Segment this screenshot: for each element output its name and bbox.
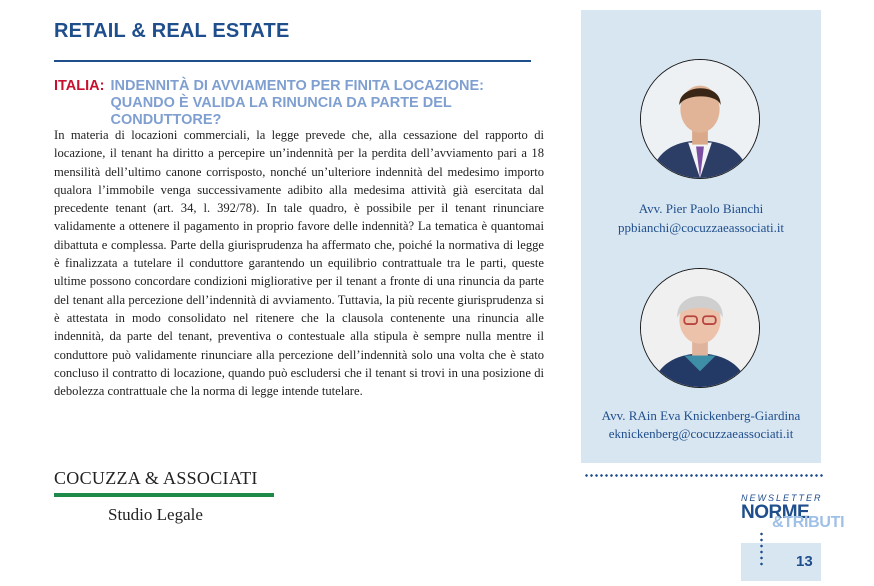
title-divider — [54, 60, 531, 62]
headline-country: ITALIA: — [54, 78, 105, 94]
avatar-photo-knickenberg — [640, 268, 760, 388]
firm-subtitle: Studio Legale — [108, 505, 203, 524]
article-body: In materia di locazioni commerciali, la legge prevede che, alla cessazione del rapporto di locazione, il tenant ha diritto a percepire un’indennità per la perdita dell’avviamento pari a 18 mensilità dell’ultimo canone corrisposto, nonché un’ulteriore indennità del medesimo importo qualora l’immobile venga successivamente adibito alla medesima attività già esercitata dal precedente tenant (art. 34, l. 392/78). In tale quadro, è possibile per il tenant rinunciare validamente a ottenere il pagamento in proprio favore delle indennità? La tematica è quantomai dibattuta e complessa. Parte della giurisprudenza ha affermato che, poiché la normativa di legge è finalizzata a tutelare il conduttore garantendo un equilibrio contrattuale tra le parti, queste ultime possono concordare condizioni migliorative per il tenant a fronte di una rinuncia da parte del tenant alla percezione dell’indennità di avviamento. Tuttavia, la più recente giurisprudenza si è attestata in modo consolidato nel ritenere che la clausola contenente una rinuncia alle indennità, da parte del tenant, preventiva o contestuale alla stipula è sempre nulla mentre il conduttore può validamente rinunciare alla percezione dell’indennità solo una volta che è stato concluso il contratto di locazione, quando può escludersi che il tenant si trovi in una posizione di debolezza contrattuale che la norma di legge intende tutelare. — [54, 128, 544, 399]
headline-text: INDENNITÀ DI AVVIAMENTO PER FINITA LOCAZIONE: QUANDO È VALIDA LA RINUNCIA DA PARTE DEL CONDUTTORE? — [110, 78, 484, 128]
section-title: RETAIL & REAL ESTATE — [54, 20, 290, 42]
contact-name: Avv. Pier Paolo Bianchi — [638, 201, 764, 216]
page-number: 13 — [796, 553, 813, 570]
firm-logo — [54, 468, 276, 525]
newsletter-brand-norme: NORME — [741, 502, 810, 523]
newsletter-brand-tributi: &TRIBUTI — [772, 514, 845, 531]
page-dots-decoration — [760, 531, 763, 567]
contact-email-link[interactable]: eknickenberg@cocuzzaeassociati.it — [608, 426, 794, 441]
article-headline — [54, 78, 544, 129]
contact-name: Avv. RAin Eva Knickenberg-Giardina — [601, 408, 801, 423]
portrait-female-icon — [641, 269, 759, 387]
firm-logo-bar — [54, 493, 274, 497]
avatar-photo-bianchi — [640, 59, 760, 179]
newsletter-label: NEWSLETTER — [741, 493, 823, 503]
contacts-sidebar — [581, 10, 821, 463]
portrait-male-icon — [641, 60, 759, 178]
contact-email-link[interactable]: ppbianchi@cocuzzaeassociati.it — [617, 220, 785, 235]
dotted-divider — [584, 474, 824, 477]
firm-name: COCUZZA & ASSOCIATI — [54, 468, 258, 488]
